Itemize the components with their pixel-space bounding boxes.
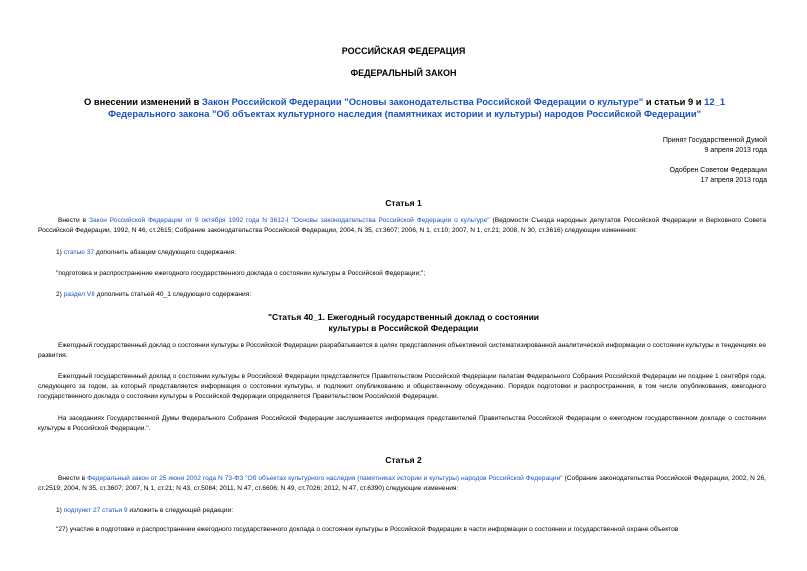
article-40-1-heading-line-1: "Статья 40_1. Ежегодный государственный доклад о состоянии xyxy=(267,312,540,322)
council-approval-date: 17 апреля 2013 года xyxy=(700,177,767,184)
article-2-item-1 xyxy=(56,506,233,516)
article-1-intro-suffix: (Ведомости Съезда народных депутатов Российской Федерации и Верховного Совета Российской Федерации, 1992, N 46, ст.2615; Собрание законодательства Российской Федерации, 2004, N 35, ст.3607; 2006, N 1, ст.10; 2007, N 1, ст.21; 2008, N 30, ст.3616) следующие изменения: xyxy=(38,217,767,234)
title-link-culture-law[interactable]: Закон Российской Федерации "Основы законодательства Российской Федерации о культуре" xyxy=(201,96,644,107)
duma-adoption-label: Принят Государственной Думой xyxy=(662,137,767,144)
article-1-heading: Статья 1 xyxy=(385,198,422,208)
article-40-1-heading xyxy=(0,312,807,334)
law-title xyxy=(52,96,757,120)
item-text: дополнить абзацем следующего содержания: xyxy=(94,249,237,256)
duma-adoption xyxy=(663,136,767,156)
item-text: дополнить статьей 40_1 следующего содержания: xyxy=(94,291,252,298)
item-number: 1) xyxy=(56,249,64,256)
article-2-intro xyxy=(38,474,766,494)
article-2-intro-suffix: (Собрание законодательства Российской Федерации, 2002, N 26, ст.2519; 2004, N 35, ст.3607; 2007, N 1, ст.21; N 43, ст.5084; 2011, N 47, ст.6606; N 49, ст.7026; 2012, N 47, ст.6390) следующие изменения: xyxy=(38,475,766,492)
title-prefix: О внесении изменений в xyxy=(83,96,202,107)
council-approval xyxy=(669,166,767,186)
article-2-intro-prefix: Внести в xyxy=(58,475,88,482)
item-number: 1) xyxy=(56,507,64,514)
article-1-intro-prefix: Внести в xyxy=(58,217,89,224)
article-2-heading: Статья 2 xyxy=(385,455,422,465)
article-2-heritage-law-link[interactable]: Федеральный закон от 25 июня 2002 года N 73-ФЗ "Об объектах культурного наследия (памятниках истории и культуры) народов Российской Федерации" xyxy=(87,475,563,482)
subparagraph-27-link[interactable]: подпункт 27 статьи 9 xyxy=(63,507,128,514)
article-1-item-1 xyxy=(56,248,236,258)
article-40-1-paragraph-3: На заседаниях Государственной Думы Федерального Собрания Российской Федерации заслушивается информация представителей Правительства Российской Федерации о ежегодном государственном докладе о состоянии культуры в Российской Федерации.". xyxy=(38,415,766,432)
article-1-intro xyxy=(38,216,766,236)
article-2-item-1-quote: "27) участие в подготовке и распространении ежегодного государственного доклада о состоянии культуры в Российской Федерации в части информации о состоянии и государственной охране объектов xyxy=(56,526,679,533)
article-40-1-paragraph-2: Ежегодный государственный доклад о состоянии культуры в Российской Федерации представляется Правительством Российской Федерации палатам Федерального Собрания Российской Федерации не позднее 1 сентября года, следующего за годом, за который представляется информация о состоянии культуры, и подлежит опубликованию и общественному обсуждению. Порядок подготовки и распространения, в том числе опубликования, ежегодного государственного доклада о состоянии культуры в Российской Федерации определяется Правительством Российской Федерации. xyxy=(38,373,766,400)
law-type-header: ФЕДЕРАЛЬНЫЙ ЗАКОН xyxy=(350,68,457,78)
article-37-link[interactable]: статью 37 xyxy=(63,249,95,256)
article-40-1-heading-line-2: культуры в Российской Федерации xyxy=(328,323,479,333)
title-middle: и статьи 9 и xyxy=(643,96,705,107)
item-text: изложить в следующей редакции: xyxy=(127,507,234,514)
article-1-item-2 xyxy=(56,290,251,300)
duma-adoption-date: 9 апреля 2013 года xyxy=(704,147,767,154)
section-vii-link[interactable]: раздел VII xyxy=(63,291,95,298)
article-40-1-paragraph-1: Ежегодный государственный доклад о состоянии культуры в Российской Федерации разрабатывается в целях представления объективной систематизированной аналитической информации о состоянии культуры и тенденциях ее развития. xyxy=(38,342,766,359)
council-approval-label: Одобрен Советом Федерации xyxy=(669,167,767,174)
title-link-heritage-law[interactable]: 12_1 Федерального закона "Об объектах культурного наследия (памятниках истории и культуры) народов Российской Федерации" xyxy=(107,96,726,119)
article-1-culture-law-link[interactable]: Закон Российской Федерации от 9 октября 1992 года N 3612-I "Основы законодательства Российской Федерации о культуре" xyxy=(89,217,490,224)
federation-header: РОССИЙСКАЯ ФЕДЕРАЦИЯ xyxy=(341,46,466,56)
item-number: 2) xyxy=(56,291,64,298)
article-1-item-1-quote: "подготовка и распространение ежегодного государственного доклада о состоянии культуры в Российской Федерации;"; xyxy=(56,270,426,277)
